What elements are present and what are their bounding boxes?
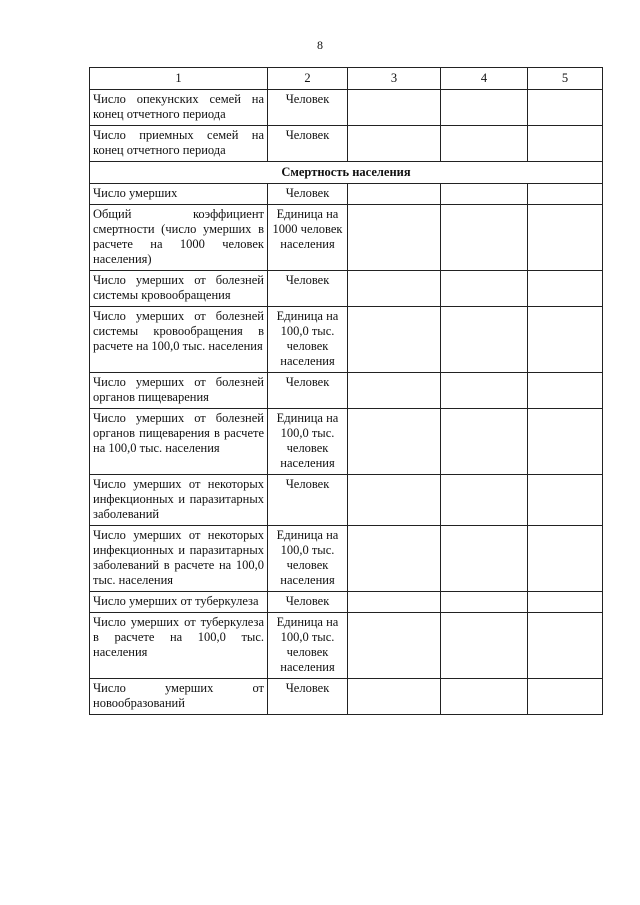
value-cell (441, 126, 528, 162)
value-cell (348, 613, 441, 679)
column-header: 4 (441, 68, 528, 90)
indicator-name: Число умерших от новообразований (90, 679, 268, 715)
value-cell (441, 679, 528, 715)
column-header: 2 (268, 68, 348, 90)
column-header: 5 (528, 68, 603, 90)
value-cell (441, 373, 528, 409)
value-cell (528, 613, 603, 679)
value-cell (528, 592, 603, 613)
value-cell (348, 205, 441, 271)
table-row (90, 592, 603, 613)
value-cell (348, 409, 441, 475)
value-cell (348, 373, 441, 409)
section-row (90, 162, 603, 184)
value-cell (441, 307, 528, 373)
value-cell (348, 126, 441, 162)
column-header: 3 (348, 68, 441, 90)
table-row (90, 205, 603, 271)
value-cell (441, 184, 528, 205)
indicator-name: Общий коэффициент смертности (число умерших в расчете на 1000 человек населения) (90, 205, 268, 271)
value-cell (441, 475, 528, 526)
indicator-name: Число опекунских семей на конец отчетного периода (90, 90, 268, 126)
value-cell (348, 307, 441, 373)
column-header: 1 (90, 68, 268, 90)
value-cell (441, 592, 528, 613)
header-row (90, 68, 603, 90)
unit-cell: Единица на 100,0 тыс. человек населения (268, 307, 348, 373)
indicator-name: Число умерших от туберкулеза (90, 592, 268, 613)
value-cell (441, 409, 528, 475)
indicator-name: Число умерших от некоторых инфекционных и паразитарных заболеваний (90, 475, 268, 526)
unit-cell: Единица на 100,0 тыс. человек населения (268, 613, 348, 679)
value-cell (348, 90, 441, 126)
value-cell (348, 475, 441, 526)
indicator-name: Число умерших (90, 184, 268, 205)
value-cell (528, 90, 603, 126)
value-cell (528, 126, 603, 162)
indicator-name: Число умерших от болезней органов пищеварения (90, 373, 268, 409)
section-title: Смертность населения (90, 162, 603, 184)
table-row (90, 184, 603, 205)
unit-cell: Человек (268, 271, 348, 307)
unit-cell: Человек (268, 126, 348, 162)
table-row (90, 271, 603, 307)
table-row (90, 90, 603, 126)
unit-cell: Человек (268, 184, 348, 205)
value-cell (528, 679, 603, 715)
indicator-name: Число умерших от туберкулеза в расчете на 100,0 тыс. населения (90, 613, 268, 679)
value-cell (348, 526, 441, 592)
unit-cell: Человек (268, 592, 348, 613)
value-cell (528, 307, 603, 373)
value-cell (528, 205, 603, 271)
value-cell (441, 613, 528, 679)
value-cell (441, 90, 528, 126)
indicator-name: Число умерших от болезней системы кровообращения в расчете на 100,0 тыс. населения (90, 307, 268, 373)
value-cell (348, 592, 441, 613)
unit-cell: Единица на 100,0 тыс. человек населения (268, 409, 348, 475)
table-row (90, 409, 603, 475)
unit-cell: Человек (268, 90, 348, 126)
indicator-name: Число умерших от некоторых инфекционных и паразитарных заболеваний в расчете на 100,0 тыс. населения (90, 526, 268, 592)
value-cell (348, 271, 441, 307)
statistics-table (89, 67, 603, 715)
value-cell (348, 184, 441, 205)
indicator-name: Число умерших от болезней органов пищеварения в расчете на 100,0 тыс. населения (90, 409, 268, 475)
table-row (90, 526, 603, 592)
value-cell (528, 373, 603, 409)
unit-cell: Человек (268, 373, 348, 409)
table-row (90, 307, 603, 373)
table-row (90, 475, 603, 526)
unit-cell: Единица на 100,0 тыс. человек населения (268, 526, 348, 592)
value-cell (528, 526, 603, 592)
page-number: 8 (317, 38, 323, 52)
table-row (90, 373, 603, 409)
value-cell (528, 409, 603, 475)
unit-cell: Человек (268, 679, 348, 715)
value-cell (441, 205, 528, 271)
value-cell (348, 679, 441, 715)
unit-cell: Человек (268, 475, 348, 526)
table-row (90, 679, 603, 715)
indicator-name: Число умерших от болезней системы кровообращения (90, 271, 268, 307)
value-cell (528, 475, 603, 526)
value-cell (528, 271, 603, 307)
table-row (90, 126, 603, 162)
unit-cell: Единица на 1000 человек населения (268, 205, 348, 271)
value-cell (528, 184, 603, 205)
indicator-name: Число приемных семей на конец отчетного периода (90, 126, 268, 162)
value-cell (441, 271, 528, 307)
table-row (90, 613, 603, 679)
value-cell (441, 526, 528, 592)
